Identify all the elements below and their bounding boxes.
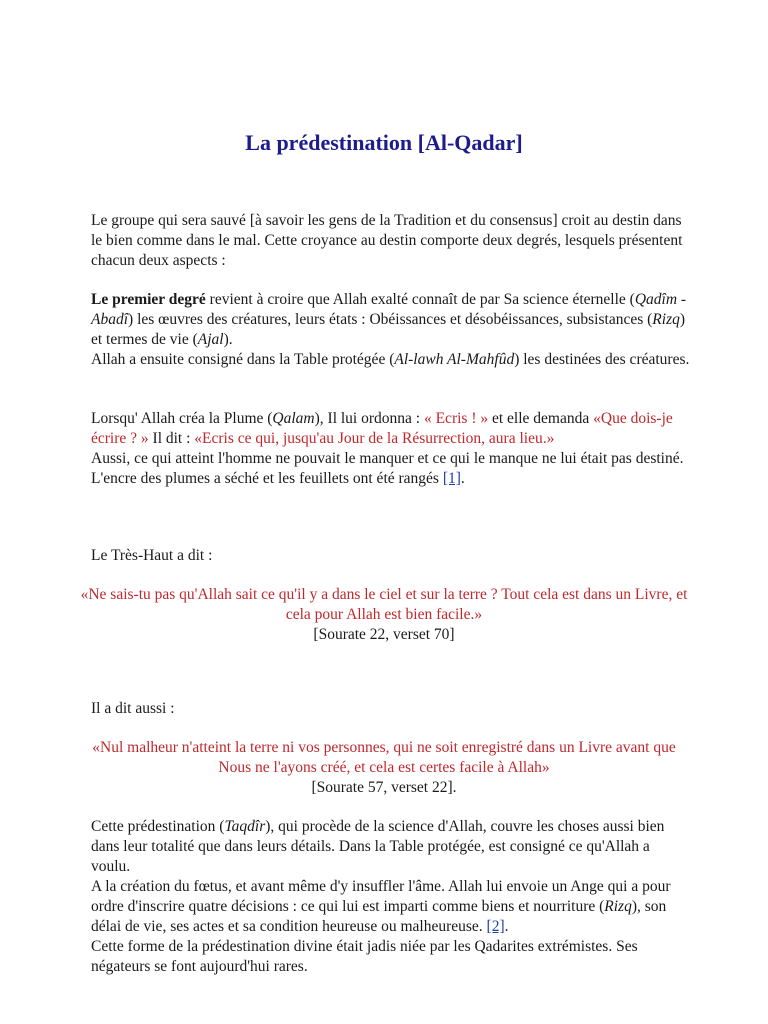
quran-source-22-70: [Sourate 22, verset 70] <box>313 626 455 643</box>
footnote-link-2[interactable]: [2] <box>486 918 505 935</box>
first-degree-heading: Le premier degré <box>91 291 206 308</box>
quran-quote-22-70: «Ne sais-tu pas qu'Allah sait ce qu'il y a dans le ciel et sur la terre ? Tout cela est dans un Livre, et cela pour Allah est bien facile.» <box>80 586 688 623</box>
page-title: La prédestination [Al-Qadar] <box>245 130 523 155</box>
quran-source-57-22: [Sourate 57, verset 22]. <box>311 779 457 796</box>
taqdir-paragraph: Cette prédestination (Taqdîr), qui procède de la science d'Allah, couvre les choses aussi bien dans leur totalité que dans leurs détails. Dans la Table protégée, est consigné ce qu'Allah a voulu. A la création du fœtus, et avant même d'y insuffler l'âme. Allah lui envoie un Ange qui a pour ordre d'inscrire quatre décisions : ce qui lui est imparti comme biens et nourriture (Rizq), son délai de vie, ses actes et sa condition heureuse ou malheureuse. [2]. Cette forme de la prédestination divine était jadis niée par les Qadarites extrémistes. Ses négateurs se font aujourd'hui rares. <box>91 818 671 975</box>
quote-question: «Que dois-je écrire ? » <box>91 410 673 447</box>
aussi-paragraph: Il a dit aussi : <box>91 700 175 717</box>
tres-haut-paragraph: Le Très-Haut a dit : <box>91 547 213 564</box>
quote-answer: «Ecris ce qui, jusqu'au Jour de la Résurrection, aura lieu.» <box>194 430 555 447</box>
footnote-link-1[interactable]: [1] <box>442 470 461 487</box>
quran-quote-57-22: «Nul malheur n'atteint la terre ni vos personnes, qui ne soit enregistré dans un Livre avant que Nous ne l'ayons créé, et cela est certes facile à Allah» <box>92 739 676 776</box>
intro-paragraph: Le groupe qui sera sauvé [à savoir les gens de la Tradition et du consensus] croit au destin dans le bien comme dans le mal. Cette croyance au destin comporte deux degrés, lesquels présentent chacun deux aspects : <box>91 212 683 269</box>
plume-paragraph: Lorsqu' Allah créa la Plume (Qalam), Il lui ordonna : « Ecris ! » et elle demanda «Que dois-je écrire ? » Il dit : «Ecris ce qui, jusqu'au Jour de la Résurrection, aura lieu.» Aussi, ce qui atteint l'homme ne pouvait le manquer et ce qui le manque ne lui était pas destiné. L'encre des plumes a séché et les feuillets ont été rangés [1]. <box>91 410 684 487</box>
first-degree-paragraph: Le premier degré revient à croire que Allah exalté connaît de par Sa science éternelle (Qadîm - Abadî) les œuvres des créatures, leurs états : Obéissances et désobéissances, subsistances (Rizq) et termes de vie (Ajal). Allah a ensuite consigné dans la Table protégée (Al-lawh Al-Mahfûd) les destinées des créatures. <box>91 291 690 368</box>
quote-ecris: « Ecris ! » <box>423 410 489 427</box>
